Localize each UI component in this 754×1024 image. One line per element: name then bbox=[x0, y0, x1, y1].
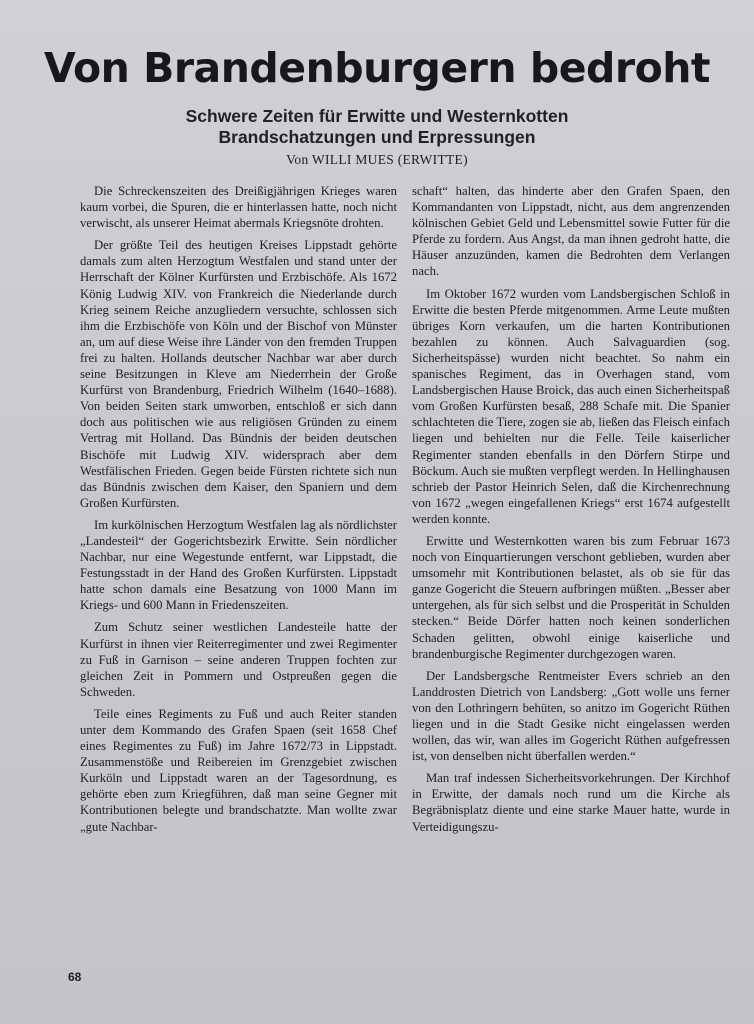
paragraph: Im kurkölnischen Herzogtum Westfalen lag als nördlichster „Landesteil“ der Gogerichtsbezirk Erwitte. Sein nördlicher Nachbar, nur eine Wegestunde entfernt, war Lippstadt, die Festungsstadt in der Hand des Großen Kurfürsten. Lippstadt hatte schon damals eine Besatzung von 1000 Mann im Kriegs- und 600 Mann in Friedenszeiten. bbox=[80, 517, 397, 613]
paragraph: Erwitte und Westernkotten waren bis zum Februar 1673 noch von Einquartierungen verschont geblieben, wurden aber umsomehr mit Kontributionen belastet, als ob sie für das ganze Gogericht die Steuern aufbringen müßten. „Besser aber untergehen, als für sich selbst und die Prosperität in Schulden stecken.“ Beide Dörfer hatten noch keinen sonderlichen Schaden gelitten, obwohl einige kaiserliche und brandenburgische Regimenter durchgezogen waren. bbox=[412, 533, 730, 661]
text-column-right bbox=[412, 183, 730, 841]
article-title: Von Brandenburgern bedroht bbox=[43, 44, 711, 92]
paragraph: Der Landsbergsche Rentmeister Evers schrieb an den Landdrosten Dietrich von Landsberg: „Gott wolle uns ferner von den Lothringern behüten, so anitzo im Gogericht Rüthen liegen und in die Stadt Gesike nicht eingelassen werden wollen, das wir, wan alles im Gogericht Rüthen aufgefressen ist, von denselben nicht überfallen werden.“ bbox=[412, 668, 730, 764]
article-subtitle-line2: Brandschatzungen und Erpressungen bbox=[218, 127, 536, 147]
paragraph: Im Oktober 1672 wurden vom Landsbergischen Schloß in Erwitte die besten Pferde mitgenommen. Arme Leute mußten übriges Korn verkaufen, um die harten Kontributionen bezahlen zu können. Auch Salvaguardien (sog. Sicherheitspässe) wurden nicht beachtet. So nahm ein spanisches Regiment, das in Overhagen stand, vom Landsbergischen Hause Broick, das auch einen Sicherheitspaß vom Großen Kurfürsten besaß, 288 Schafe mit. Die Spanier schlachteten die Tiere, zogen sie ab, ließen das Fleisch einfach liegen und behielten nur die Felle. Teile kaiserlicher Regimenter standen ebenfalls in den Dörfern Stirpe und Böckum. Auch sie mußten verpflegt werden. In Hellinghausen schrieb der Pastor Heinrich Selen, daß die Kirchenrechnung von 1672 „wegen eingefallenen Kriegs“ erst 1674 aufgestellt werden konnte. bbox=[412, 286, 730, 526]
paragraph: Teile eines Regiments zu Fuß und auch Reiter standen unter dem Kommando des Grafen Spaen (seit 1658 Chef eines Regimentes zu Fuß) im Jahre 1672/73 in Lippstadt. Zusammenstöße und Reibereien im Grenzgebiet zwischen Kurköln und Lippstadt waren an der Tagesordnung, es gehörte eben zum Kriegführen, daß man seine Gegner mit Kontributionen belegte und brandschatzte. Man wollte zwar „gute Nachbar- bbox=[80, 706, 397, 834]
text-column-left bbox=[80, 183, 397, 841]
page-number: 68 bbox=[68, 970, 82, 984]
paragraph: Man traf indessen Sicherheitsvorkehrungen. Der Kirchhof in Erwitte, der damals noch rund um die Kirche als Begräbnisplatz diente und eine starke Mauer hatte, wurde in Verteidigungszu- bbox=[412, 771, 730, 834]
paragraph: Zum Schutz seiner westlichen Landesteile hatte der Kurfürst in ihnen vier Reiterregimenter und zwei Regimenter zu Fuß in Garnison – seine anderen Truppen fochten zur gleichen Zeit in Pommern und Ostpreußen gegen die Schweden. bbox=[80, 620, 397, 699]
article-byline: Von WILLI MUES (ERWITTE) bbox=[286, 152, 468, 167]
article-subtitle-line1: Schwere Zeiten für Erwitte und Westernkotten bbox=[185, 106, 569, 126]
paragraph: Der größte Teil des heutigen Kreises Lippstadt gehörte damals zum alten Herzogtum Westfalen und stand unter der Herrschaft der Kölner Kurfürsten und Erzbischöfe. Als 1672 König Ludwig XIV. von Frankreich die Niederlande durch Krieg seinem Reiche anzugliedern versuchte, schlossen sich ihm die Erzbischöfe von Köln und der Bischof von Münster an, um auf diese Weise ihre Länder von den fremden Truppen frei zu halten. Hollands deutscher Nachbar war aber durch seine Besitzungen in Kleve am Niederrhein der Große Kurfürst von Brandenburg, Friedrich Wilhelm (1640–1688). Von beiden Seiten stark umworben, entschloß er sich dann doch aus politischen wie aus religiösen Gründen zu einem Vertrag mit Holland. Das Bündnis der beiden deutschen Bischöfe mit Ludwig XIV. widersprach aber dem Westfälischen Frieden. Gegen beide Fürsten richtete sich nun das Bündnis zwischen dem Kaiser, den Spaniern und dem Großen Kurfürsten. bbox=[80, 238, 397, 510]
paragraph-continuation: schaft“ halten, das hinderte aber den Grafen Spaen, den Kommandanten von Lippstadt, nicht, aus dem angrenzenden kölnischen Gebiet Geld und Lebensmittel sowie Futter für die Pferde zu fordern. Aus Angst, da man ihnen gedroht hatte, die Häuser anzuzünden, kamen die Bedrohten dem Verlangen nach. bbox=[412, 184, 730, 279]
paragraph: Die Schreckenszeiten des Dreißigjährigen Krieges waren kaum vorbei, die Spuren, die er hinterlassen hatte, noch nicht verwischt, als unserer Heimat abermals Kriegsnöte drohten. bbox=[80, 184, 397, 231]
